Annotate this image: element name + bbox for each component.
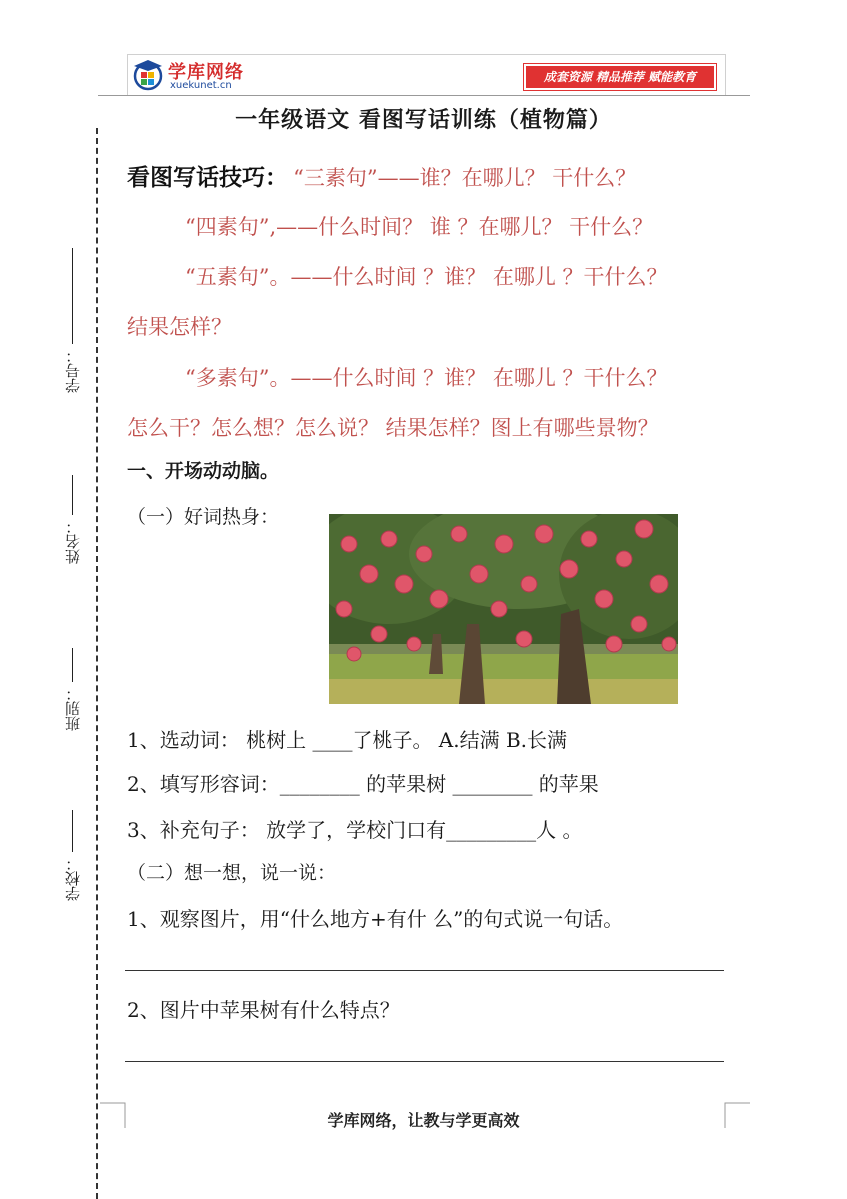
apple-tree-photo bbox=[329, 514, 678, 704]
logo-url: xuekunet.cn bbox=[170, 80, 232, 91]
tip-five-element: “五素句”。——什么时间 ？谁？ 在哪儿 ？干什么？ bbox=[185, 265, 668, 289]
name-field[interactable] bbox=[52, 475, 92, 564]
header-rule bbox=[98, 95, 750, 96]
number-label: 学号： bbox=[63, 348, 82, 393]
school-label: 学校： bbox=[63, 856, 82, 901]
tip-multi-element: “多素句”。——什么时间 ？谁？ 在哪儿 ？干什么？ bbox=[185, 366, 668, 390]
subsection-think-say: （二）想一想，说一说： bbox=[127, 862, 337, 884]
class-underline bbox=[72, 648, 73, 682]
logo-text: 学库网络 bbox=[168, 62, 244, 83]
footer-slogan: 学库网络，让教与学更高效 bbox=[327, 1111, 520, 1130]
school-underline bbox=[72, 810, 73, 852]
tips-line-1 bbox=[127, 159, 636, 192]
header-banner: 成套资源 精品推荐 赋能教育 bbox=[524, 64, 716, 90]
tip-four-element: “四素句”,——什么时间？ 谁 ？在哪儿？ 干什么？ bbox=[185, 215, 654, 239]
tip-five-element-cont: 结果怎样？ bbox=[127, 315, 232, 339]
tip-three-element: “三素句”——谁？在哪儿？ 干什么？ bbox=[293, 166, 637, 190]
name-underline bbox=[72, 475, 73, 515]
question-observe: 1、观察图片，用“什么地方+有什 么”的句式说一句话。 bbox=[127, 907, 624, 931]
school-field[interactable] bbox=[52, 810, 92, 901]
question-verb: 1、选动词： 桃树上 ____了桃子。 A.结满 B.长满 bbox=[127, 728, 568, 752]
class-label: 班别： bbox=[63, 686, 82, 731]
page-title: 一年级语文 看图写话训练（植物篇） bbox=[235, 108, 612, 133]
question-adjective: 2、填写形容词：________ 的苹果树 ________ 的苹果 bbox=[127, 772, 599, 796]
subsection-word-warmup: （一）好词热身： bbox=[127, 506, 280, 528]
name-label: 姓名： bbox=[63, 519, 82, 564]
tip-multi-element-cont: 怎么干？怎么想？怎么说？ 结果怎样？图上有哪些景物？ bbox=[127, 416, 659, 440]
binding-dashed-line bbox=[96, 128, 98, 1199]
answer-line-1[interactable] bbox=[125, 970, 724, 971]
question-complete-sentence: 3、补充句子： 放学了，学校门口有_________人 。 bbox=[127, 818, 583, 842]
question-features: 2、图片中苹果树有什么特点？ bbox=[127, 998, 400, 1022]
number-field[interactable] bbox=[52, 248, 92, 393]
section-heading: 一、开场动动脑。 bbox=[127, 460, 280, 482]
tips-heading: 看图写话技巧： bbox=[127, 165, 288, 191]
graduation-cap-logo-icon bbox=[131, 57, 165, 91]
answer-line-2[interactable] bbox=[125, 1061, 724, 1062]
number-underline bbox=[72, 248, 73, 344]
class-field[interactable] bbox=[52, 648, 92, 731]
